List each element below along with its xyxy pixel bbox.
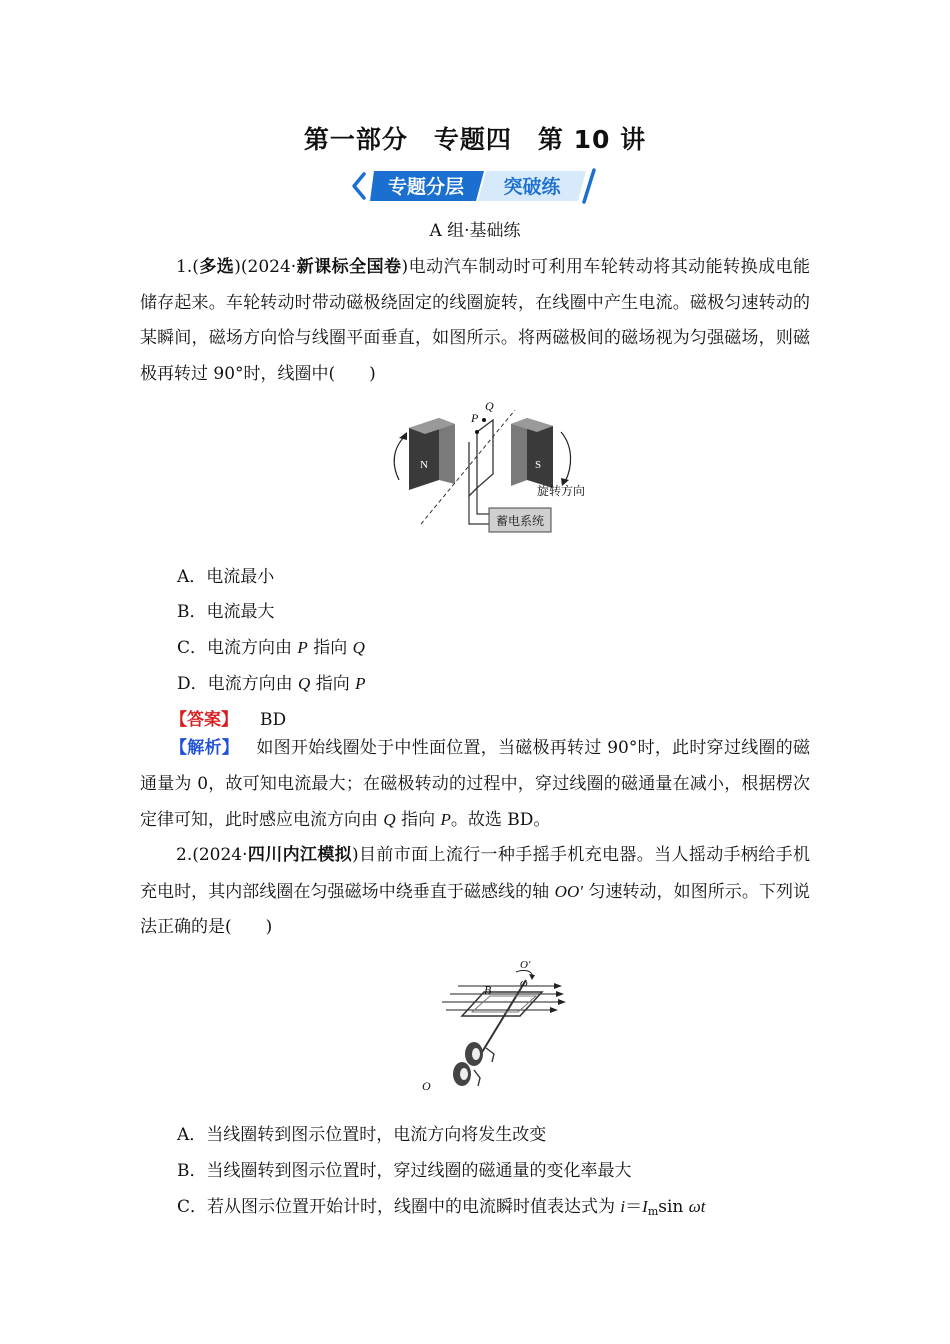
b-label: B <box>484 983 492 997</box>
q1-option-d[interactable]: D．电流方向由 Q 指向 P <box>177 674 366 694</box>
q1-type: 多选 <box>198 257 235 277</box>
q-label: Q <box>485 399 494 413</box>
title-lecture: 第 10 讲 <box>537 125 647 154</box>
q2-figure <box>420 958 580 1098</box>
group-title: A 组·基础练 <box>429 221 521 241</box>
p-label: P <box>471 411 479 425</box>
q2-source: 四川内江模拟 <box>247 845 353 865</box>
o-prime-label: O′ <box>520 959 531 971</box>
q2-option-a[interactable]: A．当线圈转到图示位置时，电流方向将发生改变 <box>177 1125 547 1145</box>
section-banner <box>348 168 602 204</box>
coil <box>477 420 493 488</box>
n-label: N <box>420 459 428 471</box>
rotation-label: 旋转方向 <box>537 484 586 498</box>
q2-stem: 2.(2024·四川内江模拟)目前市面上流行一种手摇手机充电器。当人摇动手柄给手机充电时，其内部线圈在匀强磁场中绕垂直于磁感线的轴 OO′ 匀速转动，如图所示。下列说法正确的是( ) <box>140 845 811 937</box>
axis-label: OO′ <box>554 881 583 901</box>
q2-option-b[interactable]: B．当线圈转到图示位置时，穿过线圈的磁通量的变化率最大 <box>177 1161 632 1181</box>
title-topic: 专题四 <box>433 125 512 154</box>
storage-label: 蓄电系统 <box>495 514 545 528</box>
q2-option-c[interactable]: C．若从图示位置开始计时，线圈中的电流瞬时值表达式为 $i=I_m\sin$ ωt <box>177 1197 706 1218</box>
answer-value: BD <box>260 710 287 730</box>
banner-left-text: 专题分层 <box>387 176 465 198</box>
q1-option-a[interactable]: A．电流最小 <box>177 567 275 587</box>
q1-source: 新课标全国卷 <box>296 257 402 277</box>
analysis-tag: 【解析】 <box>170 738 240 758</box>
q1-option-b[interactable]: B．电流最大 <box>177 602 275 622</box>
s-label: S <box>535 459 542 471</box>
o-label: O <box>422 1079 431 1093</box>
q1-option-c[interactable]: C．电流方向由 P 指向 Q <box>177 638 365 658</box>
page-title <box>0 120 950 156</box>
answer-tag: 【答案】 <box>170 710 238 730</box>
title-part: 第一部分 <box>303 125 408 154</box>
q1-answer <box>170 705 286 730</box>
q1-figure <box>385 398 605 538</box>
q1-analysis: 【解析】 如图开始线圈处于中性面位置，当磁极再转过 90°时，此时穿过线圈的磁通量为 0，故可知电流最大；在磁极转动的过程中，穿过线圈的磁通量在减小，根据楞次定律可知，此时感应电流方向由 Q 指向 P。故选 BD。 <box>140 738 810 830</box>
omega-label: ω <box>520 977 528 989</box>
q1-stem: 1.(多选)(2024·新课标全国卷)电动汽车制动时可利用车轮转动将其动能转换成电能储存起来。车轮转动时带动磁极绕固定的线圈旋转，在线圈中产生电流。磁极匀速转动的某瞬间，磁场方向恰与线圈平面垂直，如图所示。将两磁极间的磁场视为匀强磁场，则磁极再转过 90°时，线圈中( ) <box>140 257 811 384</box>
banner-right-text: 突破练 <box>503 176 561 198</box>
